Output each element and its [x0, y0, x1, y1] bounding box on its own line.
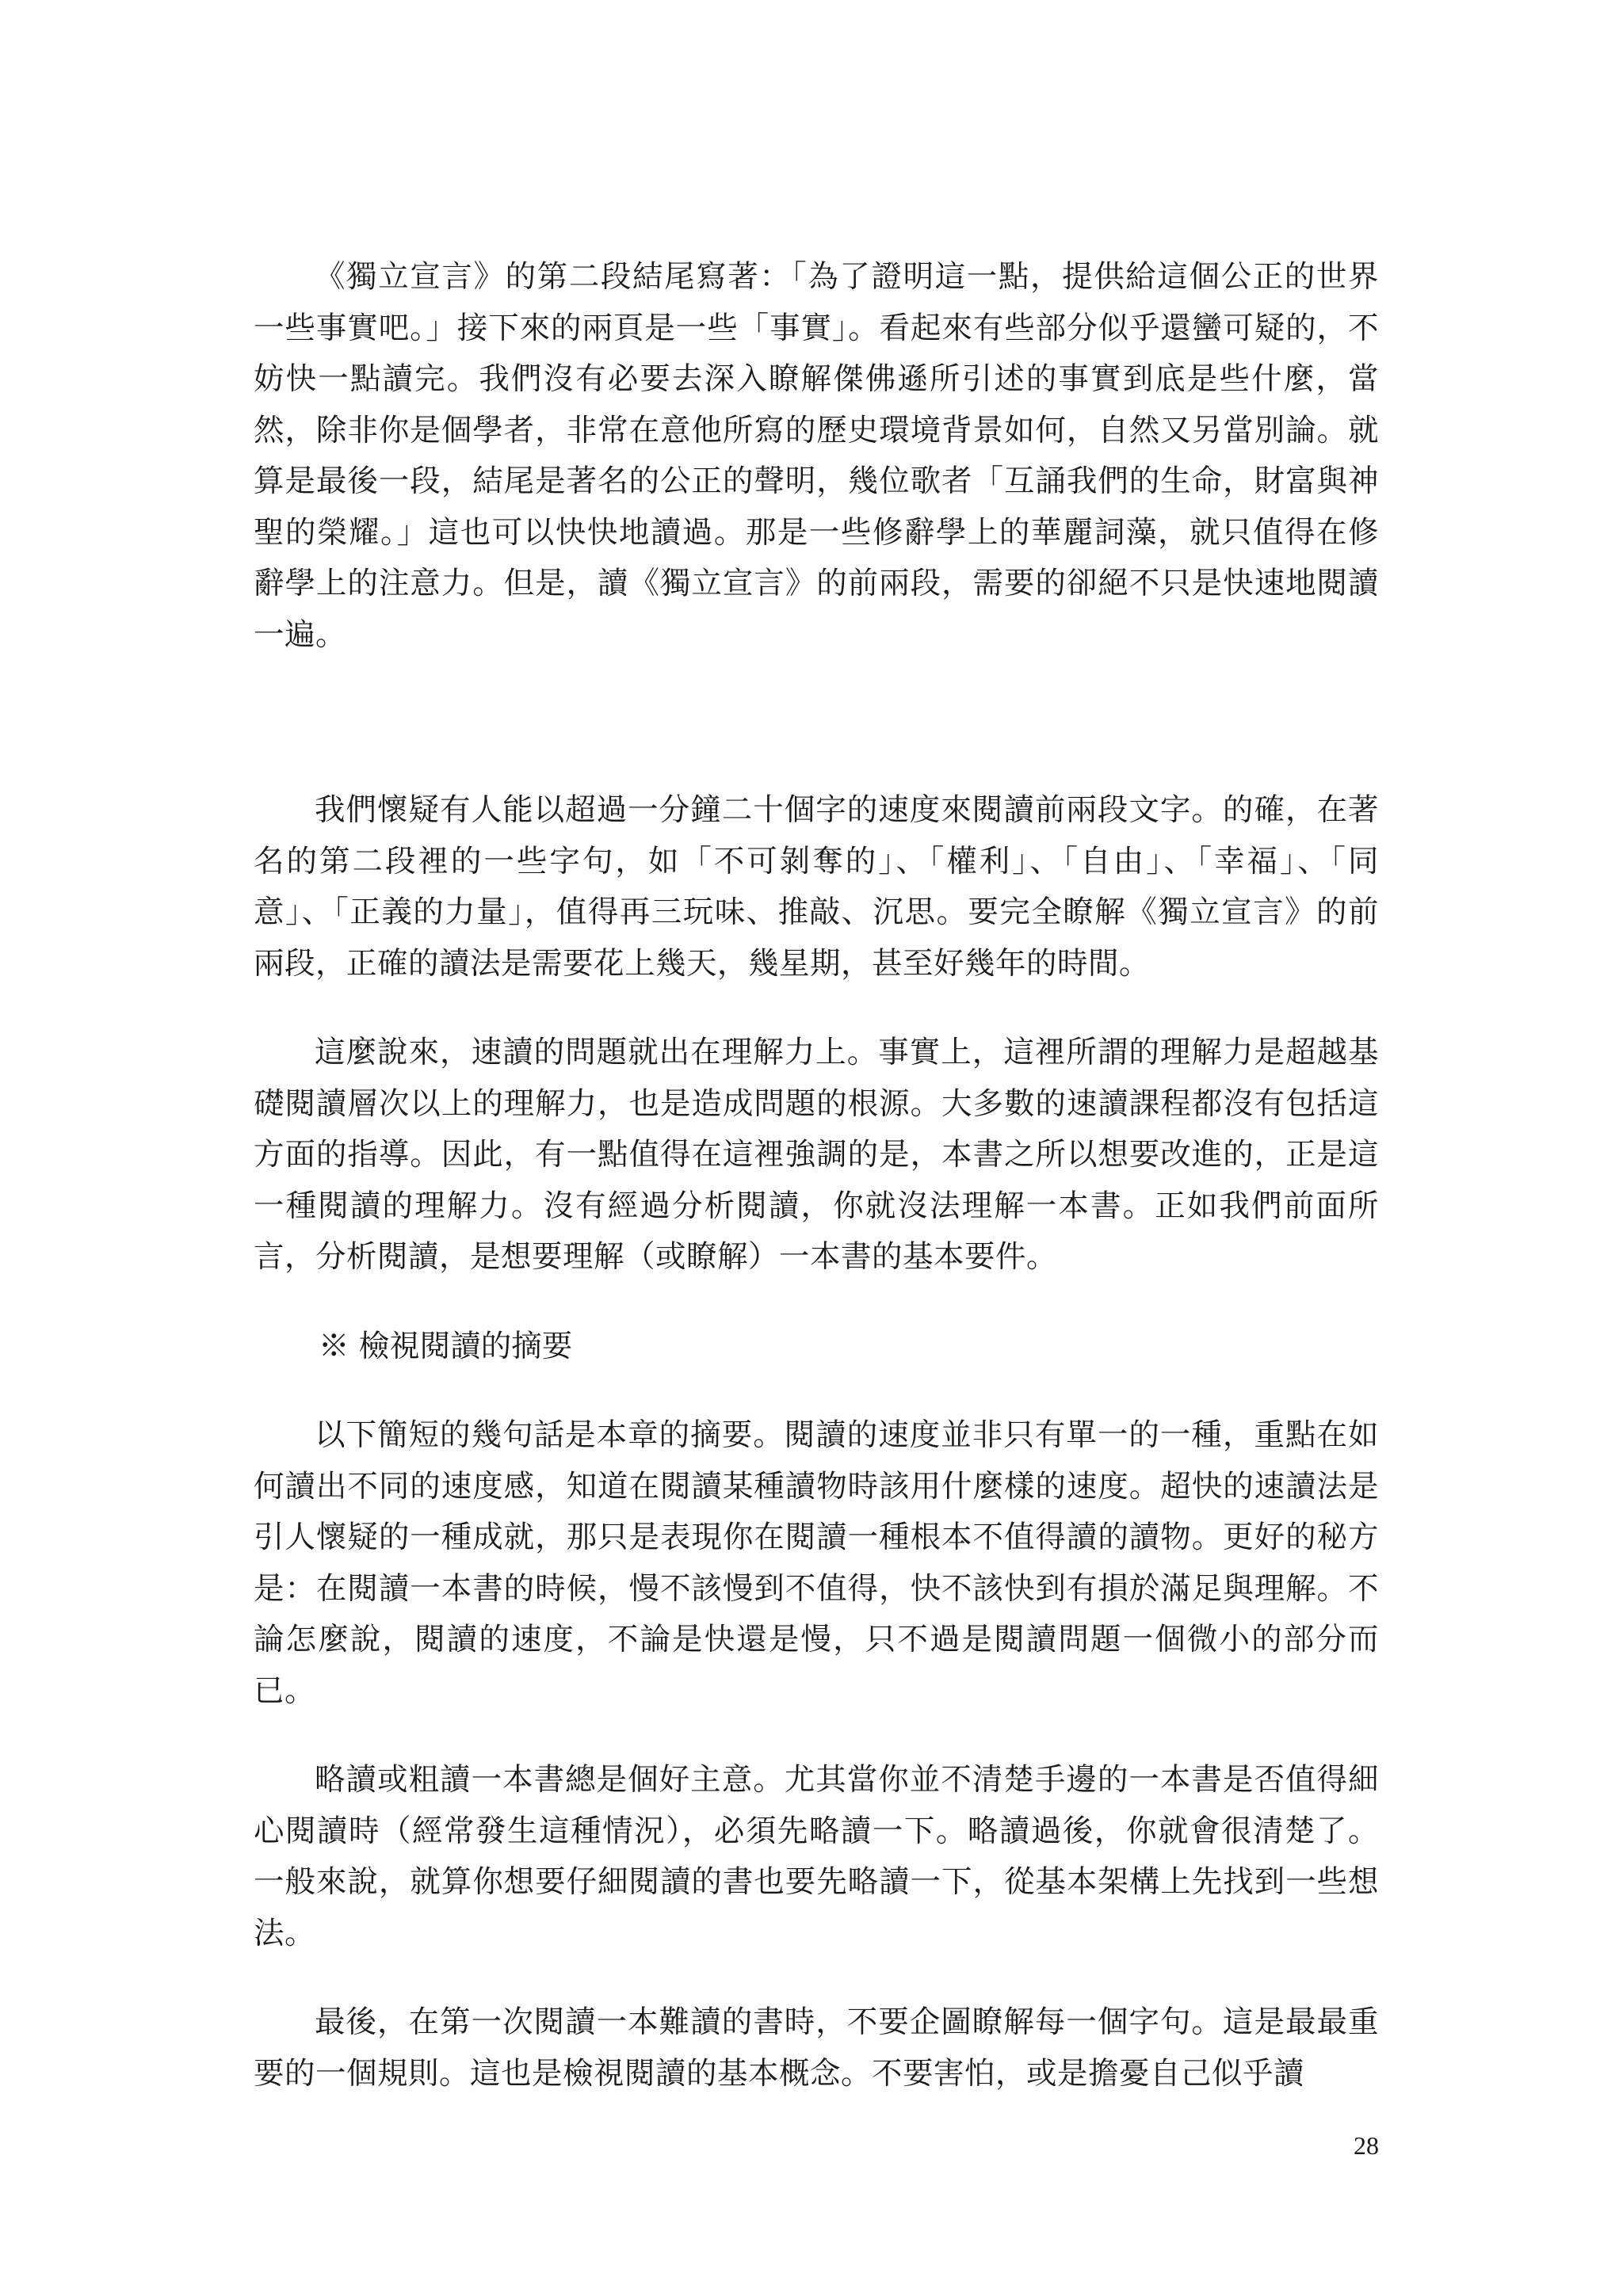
- paragraph-final-rule: 最後，在第一次閱讀一本難讀的書時，不要企圖瞭解每一個字句。這是最最重要的一個規則。這也是檢視閱讀的基本概念。不要害怕，或是擔憂自己似乎讀: [254, 2004, 1379, 2092]
- paragraph-gap: [254, 990, 1379, 1028]
- paragraph-gap: [254, 661, 1379, 785]
- paragraph-declaration-facts: 《獨立宣言》的第二段結尾寫著：「為了證明這一點，提供給這個公正的世界一些事實吧。」接下來的兩頁是一些「事實」。看起來有些部分似乎還蠻可疑的，不妨快一點讀完。我們沒有必要去深入瞭解傑佛遜所引述的事實到底是些什麼，當然，除非你是個學者，非常在意他所寫的歷史環境背景如何，自然又另當別論。就算是最後一段，結尾是著名的公正的聲明，幾位歌者「互誦我們的生命，財富與神聖的榮耀。」這也可以快快地讀過。那是一些修辭學上的華麗詞藻，就只值得在修辭學上的注意力。但是，讀《獨立宣言》的前兩段，需要的卻絕不只是快速地閱讀一遍。: [254, 259, 1379, 653]
- page-number: 28: [1354, 2131, 1379, 2160]
- section-heading: ※ 檢視閱讀的摘要: [319, 1328, 573, 1364]
- page-body: [254, 252, 1379, 2100]
- paragraph-chapter-summary: 以下簡短的幾句話是本章的摘要。閱讀的速度並非只有單一的一種，重點在如何讀出不同的速度感，知道在閱讀某種讀物時該用什麼樣的速度。超快的速讀法是引人懷疑的一種成就，那只是表現你在閱讀一種根本不值得讀的讀物。更好的秘方是：在閱讀一本書的時候，慢不該慢到不值得，快不該快到有損於滿足與理解。不論怎麼說，閱讀的速度，不論是快還是慢，只不過是閱讀問題一個微小的部分而已。: [254, 1417, 1379, 1709]
- paragraph-skimming: 略讀或粗讀一本書總是個好主意。尤其當你並不清楚手邊的一本書是否值得細心閱讀時（經常發生這種情況），必須先略讀一下。略讀過後，你就會很清楚了。一般來說，就算你想要仔細閱讀的書也要先略讀一下，從基本架構上先找到一些想法。: [254, 1762, 1379, 1951]
- paragraph-gap: [254, 1283, 1379, 1322]
- paragraph-comprehension: 這麼說來，速讀的問題就出在理解力上。事實上，這裡所謂的理解力是超越基礎閱讀層次以上的理解力，也是造成問題的根源。大多數的速讀課程都沒有包括這方面的指導。因此，有一點值得在這裡強調的是，本書之所以想要改進的，正是這一種閱讀的理解力。沒有經過分析閱讀，你就沒法理解一本書。正如我們前面所言，分析閱讀，是想要理解（或瞭解）一本書的基本要件。: [254, 1035, 1379, 1275]
- paragraph-reading-speed-doubt: 我們懷疑有人能以超過一分鐘二十個字的速度來閱讀前兩段文字。的確，在著名的第二段裡的一些字句，如「不可剝奪的」、「權利」、「自由」、「幸福」、「同意」、「正義的力量」，值得再三玩味、推敲、沉思。要完全瞭解《獨立宣言》的前兩段，正確的讀法是需要花上幾天，幾星期，甚至好幾年的時間。: [254, 792, 1379, 982]
- paragraph-gap: [254, 1717, 1379, 1755]
- paragraph-gap: [254, 1372, 1379, 1410]
- paragraph-gap: [254, 1959, 1379, 1997]
